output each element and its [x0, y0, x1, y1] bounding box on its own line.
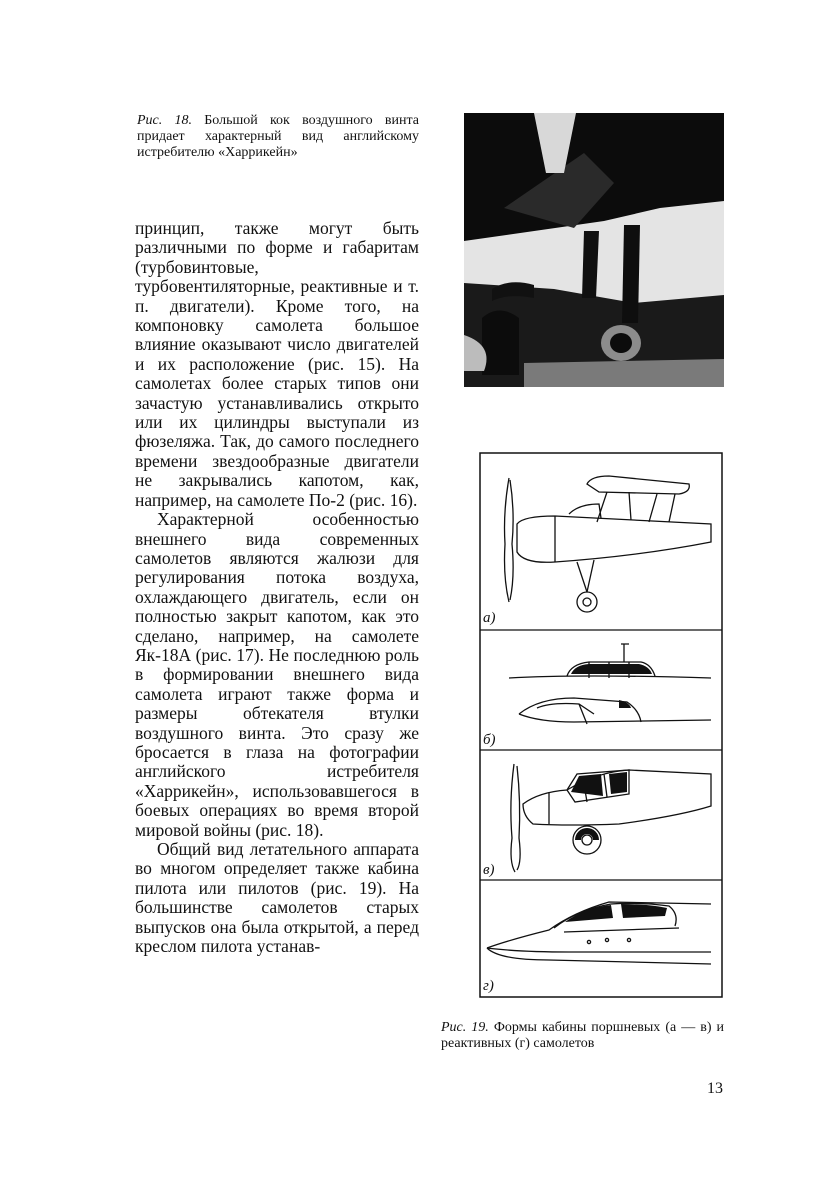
- page-number: 13: [707, 1080, 723, 1097]
- panel-label-v: в): [483, 862, 495, 878]
- paragraph: принцип, также могут быть различными по форме и габаритам (турбовинтовые, турбовентиляторные, реактивные и т. п. двигатели). Кроме того, на компоновку самолета большое влияние оказывают число двигателей и их расположение (рис. 15). На самолетах более старых типов они зачастую устанавливались открыто или их цилиндры выступали из фюзеляжа. Так, до самого последнего времени звездообразные двигатели не закрывались капотом, как, например, на самолете По-2 (рис. 16).: [135, 218, 419, 510]
- fig18-caption-label: Рис. 18.: [137, 113, 192, 128]
- panel-label-a: а): [483, 610, 496, 626]
- hurricane-photo-image: [464, 113, 724, 387]
- fig19-drawing: [479, 452, 723, 998]
- fig18-caption-text: Большой кок воздушного винта придает характерный вид английскому истребителю «Харрикейн»: [137, 113, 419, 160]
- paragraph: Характерной особенностью внешнего вида современных самолетов являются жалюзи для регулирования потока воздуха, охлаждающего двигатель, если он полностью закрыт капотом, как это сделано, например, на самолете Як-18А (рис. 17). Не последнюю роль в формировании внешнего вида самолета играют также форма и размеры обтекателя втулки воздушного винта. Это сразу же бросается в глаза на фотографии английского истребителя «Харрикейн», использовавшегося в боевых операциях во время второй мировой войны (рис. 18).: [135, 509, 419, 840]
- paragraph: Общий вид летательного аппарата во многом определяет также кабина пилота или пилотов (рис. 19). На большинстве самолетов старых выпусков она была открытой, а перед креслом пилота устанав-: [135, 839, 419, 957]
- fig18-caption: [137, 113, 419, 161]
- hurricane-photo: [464, 113, 724, 387]
- fig19-caption-text: Формы кабины поршневых (а — в) и реактивных (г) самолетов: [441, 1020, 725, 1051]
- closed-canopy-profile: [509, 644, 711, 724]
- fig19-caption: [441, 1020, 724, 1052]
- cabin-monoplane-fill: [571, 772, 627, 840]
- fig19-cockpit-diagram: [479, 452, 723, 998]
- fig19-caption-label: Рис. 19.: [441, 1020, 489, 1035]
- panel-label-g: г): [483, 978, 494, 994]
- biplane-open-cockpit: [505, 476, 712, 612]
- body-text: [135, 219, 419, 956]
- panel-label-b: б): [483, 732, 496, 748]
